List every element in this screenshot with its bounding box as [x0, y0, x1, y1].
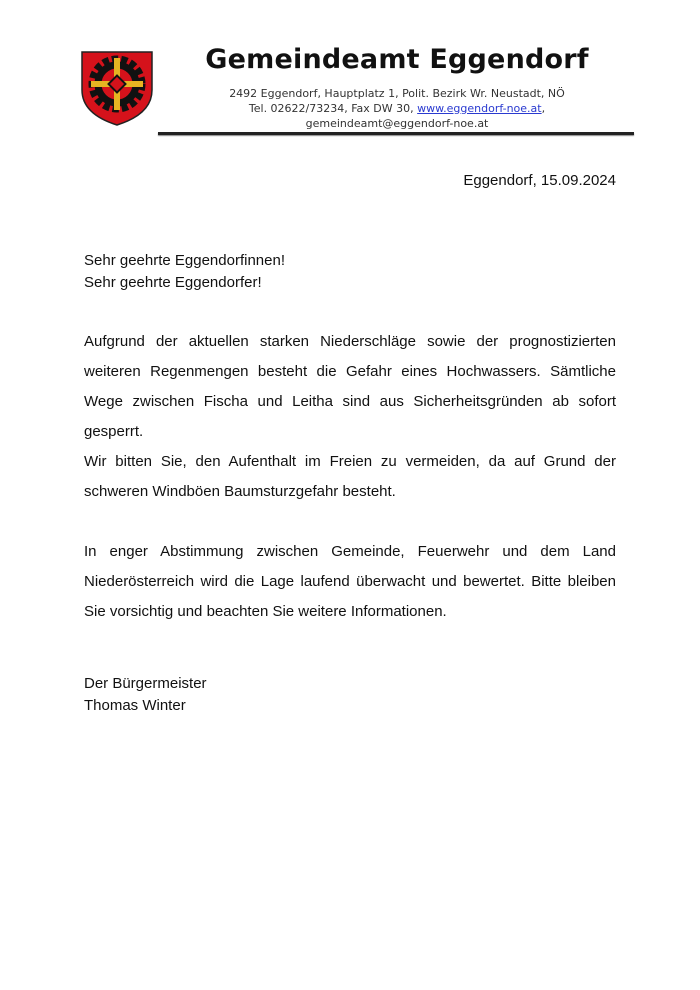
coat-of-arms-logo: [80, 50, 154, 126]
website-link[interactable]: www.eggendorf-noe.at: [417, 102, 542, 115]
header-divider: [158, 132, 634, 135]
contact-line: Tel. 02622/73234, Fax DW 30, www.eggendorf-noe.at,: [248, 102, 546, 115]
greeting: [84, 250, 616, 294]
organization-title: Gemeindeamt Eggendorf: [205, 44, 589, 75]
signature: [84, 673, 616, 717]
address-line: 2492 Eggendorf, Hauptplatz 1, Polit. Bezirk Wr. Neustadt, NÖ: [229, 87, 565, 100]
letter-date: Eggendorf, 15.09.2024: [463, 172, 616, 189]
greeting-line: Sehr geehrte Eggendorfer!: [84, 274, 262, 291]
phone-fax: Tel. 02622/73234, Fax DW 30,: [248, 102, 414, 115]
paragraph: Wir bitten Sie, den Aufenthalt im Freien zu vermeiden, da auf Grund der schweren Windböen Baumsturzgefahr besteht.: [84, 453, 616, 500]
greeting-line: Sehr geehrte Eggendorfinnen!: [84, 252, 285, 269]
paragraph: Aufgrund der aktuellen starken Niederschläge sowie der prognostizierten weiteren Regenmengen besteht die Gefahr eines Hochwassers. Sämtliche Wege zwischen Fischa und Leitha sind aus Sicherheitsgründen ab sofort gesperrt.: [84, 333, 616, 440]
signature-role: Der Bürgermeister: [84, 675, 207, 692]
email-line: gemeindeamt@eggendorf-noe.at: [305, 117, 489, 130]
signature-name: Thomas Winter: [84, 697, 186, 714]
paragraph: In enger Abstimmung zwischen Gemeinde, Feuerwehr und dem Land Niederösterreich wird die Lage laufend überwacht und bewertet. Bitte bleiben Sie vorsichtig und beachten Sie weitere Informationen.: [84, 543, 616, 620]
